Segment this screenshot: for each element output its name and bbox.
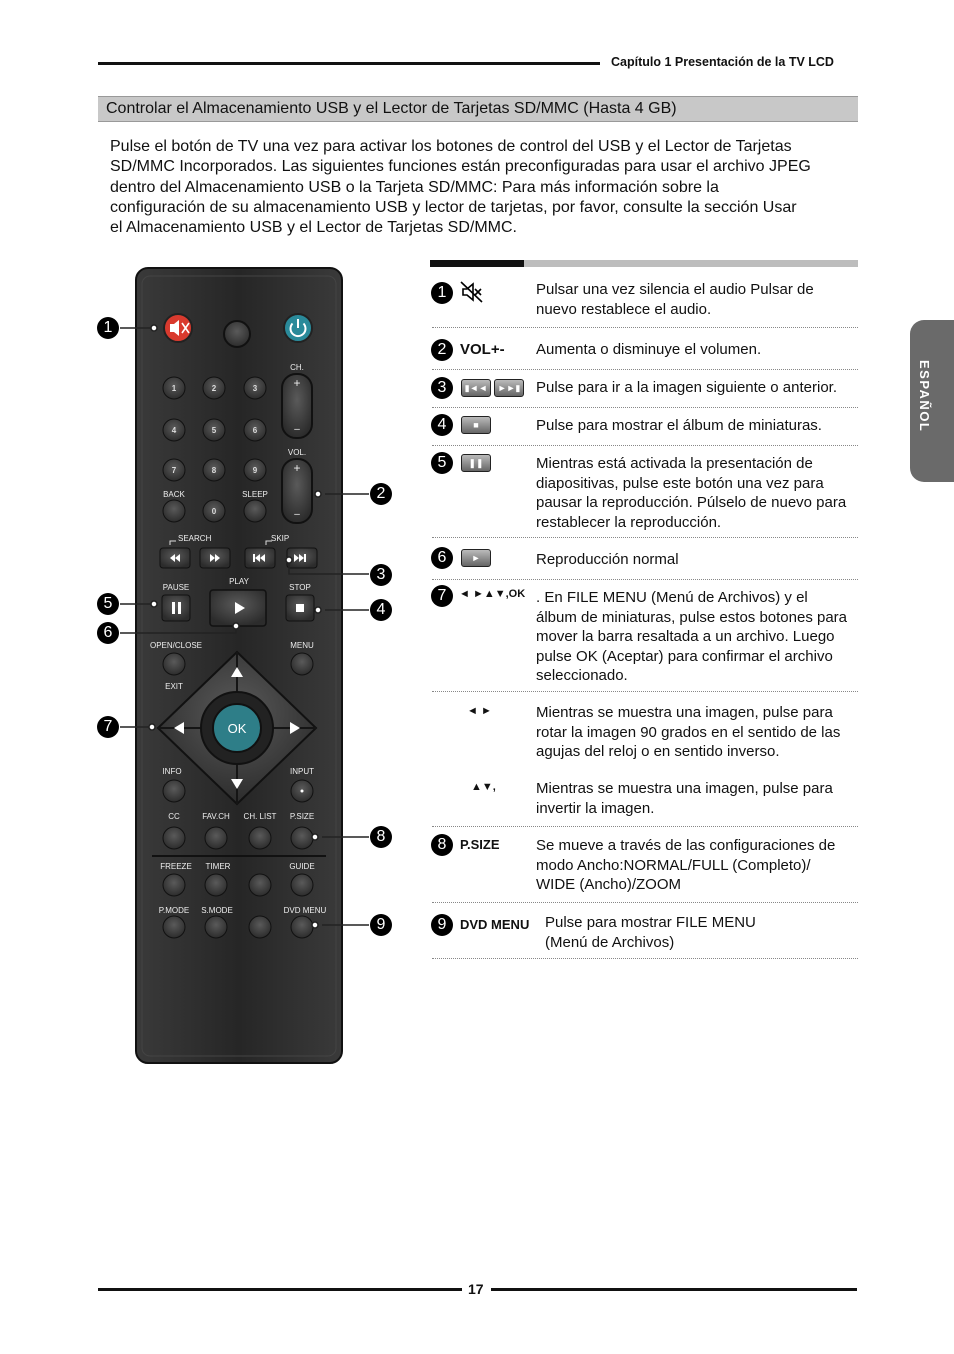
digit-label: 1 bbox=[171, 384, 177, 393]
desc-line: pausar la reproducción. Púlselo de nuevo para bbox=[536, 494, 847, 511]
legend-description bbox=[545, 913, 881, 952]
skip-next-icon: ►►▮ bbox=[494, 379, 524, 397]
sleep-label: SLEEP bbox=[242, 490, 268, 499]
remote-control-illustration bbox=[90, 260, 410, 1070]
row-separator bbox=[432, 445, 858, 446]
row-separator bbox=[432, 958, 858, 959]
input-label: INPUT bbox=[290, 767, 314, 776]
intro-line: SD/MMC Incorporados. Las siguientes funciones están preconfiguradas para usar el archivo JPEG bbox=[110, 158, 811, 176]
row-separator bbox=[432, 826, 858, 827]
back-button[interactable] bbox=[163, 500, 185, 522]
blank-button[interactable] bbox=[249, 916, 271, 938]
desc-line: nuevo restablece el audio. bbox=[536, 300, 712, 318]
legend-description bbox=[536, 378, 872, 398]
stop-label: STOP bbox=[289, 583, 311, 592]
callout-1: 1 bbox=[97, 317, 119, 339]
blank-button[interactable] bbox=[249, 874, 271, 896]
sleep-button[interactable] bbox=[244, 500, 266, 522]
row-separator bbox=[432, 407, 858, 408]
callout-8: 8 bbox=[370, 826, 392, 848]
stop-icon: ■ bbox=[461, 416, 491, 434]
callout-6: 6 bbox=[97, 622, 119, 644]
callout-3: 3 bbox=[370, 564, 392, 586]
skip-label: SKIP bbox=[271, 534, 290, 543]
legend-number: 8 bbox=[431, 834, 453, 856]
desc-line: modo Ancho:NORMAL/FULL (Completo)/ bbox=[536, 856, 811, 874]
header-rule bbox=[98, 62, 600, 65]
row-separator bbox=[432, 537, 858, 538]
desc-line: WIDE (Ancho)/ZOOM bbox=[536, 876, 682, 893]
legend-number: 4 bbox=[431, 414, 453, 436]
callout-2: 2 bbox=[370, 483, 392, 505]
page-number: 17 bbox=[468, 1281, 484, 1297]
intro-line: dentro del Almacenamiento USB o la Tarjeta SD/MMC: Para más información sobre la bbox=[110, 178, 719, 196]
desc-line: invertir la imagen. bbox=[536, 799, 655, 817]
callout-4: 4 bbox=[370, 599, 392, 621]
ch-label: CH. bbox=[290, 363, 304, 372]
ch-list-label: CH. LIST bbox=[243, 812, 277, 821]
ch-list-button[interactable] bbox=[249, 827, 271, 849]
row-separator bbox=[432, 579, 858, 580]
info-button[interactable] bbox=[163, 780, 185, 802]
legend-number: 9 bbox=[431, 914, 453, 936]
legend-description bbox=[536, 550, 872, 570]
row-separator bbox=[432, 369, 858, 370]
desc-line: . En FILE MENU (Menú de Archivos) y el bbox=[536, 589, 808, 606]
vol-label: VOL+- bbox=[460, 341, 505, 358]
search-label: SEARCH bbox=[178, 534, 212, 543]
footer-rule bbox=[98, 1288, 462, 1291]
menu-button[interactable] bbox=[291, 653, 313, 675]
desc-line: Mientras se muestra una imagen, pulse para bbox=[536, 704, 833, 721]
callout-5: 5 bbox=[97, 593, 119, 615]
fav-ch-label: FAV.CH bbox=[202, 812, 230, 821]
intro-paragraph bbox=[110, 137, 870, 238]
desc-line: álbum de miniaturas, pulse estos botones para bbox=[536, 608, 848, 626]
p-mode-label: P.MODE bbox=[158, 906, 190, 915]
arrow-ok-symbols: ◄ ►▲▼,OK bbox=[459, 588, 526, 600]
info-label: INFO bbox=[162, 767, 182, 776]
desc-line: Se mueve a través de las configuraciones de bbox=[536, 837, 836, 854]
tv-button[interactable] bbox=[224, 321, 250, 347]
guide-button[interactable] bbox=[291, 874, 313, 896]
desc-line: (Menú de Archivos) bbox=[545, 933, 675, 951]
vol-plus-label: + bbox=[293, 461, 301, 475]
legend-number: 2 bbox=[431, 339, 453, 361]
digit-label: 5 bbox=[211, 426, 217, 435]
desc-line: Reproducción normal bbox=[536, 551, 679, 568]
intro-line: Pulse el botón de TV una vez para activar los botones de control del USB y el Lector de Tarjetas bbox=[110, 138, 792, 155]
desc-line: Mientras está activada la presentación de bbox=[536, 455, 813, 472]
left-right-symbols: ◄ ► bbox=[467, 705, 492, 717]
dvd-menu-button[interactable] bbox=[291, 916, 313, 938]
desc-line: Pulsar una vez silencia el audio Pulsar de bbox=[536, 281, 814, 298]
row-separator bbox=[432, 691, 858, 692]
fav-ch-button[interactable] bbox=[205, 827, 227, 849]
cc-button[interactable] bbox=[163, 827, 185, 849]
ch-minus-label: – bbox=[294, 424, 300, 435]
s-mode-label: S.MODE bbox=[201, 906, 233, 915]
menu-label: MENU bbox=[290, 641, 314, 650]
skip-prev-icon: ▮◄◄ bbox=[461, 379, 491, 397]
digit-label: 3 bbox=[252, 384, 258, 393]
desc-line: Pulse para mostrar el álbum de miniaturas. bbox=[536, 417, 822, 434]
ok-label: OK bbox=[227, 721, 247, 736]
digit-label: 6 bbox=[252, 426, 258, 435]
p-mode-button[interactable] bbox=[163, 916, 185, 938]
vol-label: VOL. bbox=[287, 448, 307, 457]
p-size-label: P.SIZE bbox=[289, 812, 315, 821]
stop-icon bbox=[296, 604, 304, 612]
desc-line: pulse OK (Aceptar) para confirmar el archivo bbox=[536, 647, 833, 665]
legend-number: 3 bbox=[431, 377, 453, 399]
legend-header-rule bbox=[430, 260, 524, 267]
legend-description bbox=[536, 703, 872, 762]
desc-line: restablecer la reproducción. bbox=[536, 513, 722, 531]
row-separator bbox=[432, 327, 858, 328]
pause-label: PAUSE bbox=[162, 583, 190, 592]
back-label: BACK bbox=[163, 490, 185, 499]
play-label: PLAY bbox=[229, 577, 249, 586]
desc-line: agujas del reloj o en sentido inverso. bbox=[536, 743, 780, 760]
legend-description bbox=[536, 836, 872, 895]
legend-number: 7 bbox=[431, 585, 453, 607]
mute-icon bbox=[460, 280, 484, 304]
legend-description bbox=[536, 588, 872, 686]
guide-label: GUIDE bbox=[289, 862, 315, 871]
timer-button[interactable] bbox=[205, 874, 227, 896]
pause-icon: ❚❚ bbox=[461, 454, 491, 472]
legend-number: 1 bbox=[431, 282, 453, 304]
freeze-button[interactable] bbox=[163, 874, 185, 896]
exit-label: EXIT bbox=[165, 682, 183, 691]
dvd-menu-label: DVD MENU bbox=[283, 906, 327, 915]
desc-line: rotar la imagen 90 grados en el sentido de las bbox=[536, 723, 841, 741]
desc-line: Pulse para mostrar FILE MENU bbox=[545, 914, 756, 931]
p-size-label: P.SIZE bbox=[460, 837, 500, 852]
callout-9: 9 bbox=[370, 914, 392, 936]
desc-line: diapositivas, pulse este botón una vez para bbox=[536, 474, 824, 492]
cc-label: CC bbox=[168, 812, 180, 821]
section-title: Controlar el Almacenamiento USB y el Lector de Tarjetas SD/MMC (Hasta 4 GB) bbox=[106, 100, 677, 117]
legend-number: 5 bbox=[431, 452, 453, 474]
desc-line: seleccionado. bbox=[536, 667, 628, 684]
desc-line: Aumenta o disminuye el volumen. bbox=[536, 341, 762, 358]
desc-line: mover la barra resaltada a un archivo. Luego bbox=[536, 628, 835, 645]
play-icon: ► bbox=[461, 549, 491, 567]
digit-label: 0 bbox=[211, 507, 217, 516]
desc-line: Pulse para ir a la imagen siguiente o anterior. bbox=[536, 379, 838, 396]
desc-line: Mientras se muestra una imagen, pulse para bbox=[536, 780, 833, 797]
digit-label: 9 bbox=[252, 466, 258, 475]
footer-rule bbox=[491, 1288, 857, 1291]
freeze-label: FREEZE bbox=[160, 862, 192, 871]
language-tab-label: ESPAÑOL bbox=[917, 360, 932, 433]
intro-line: el Almacenamiento USB y el Lector de Tarjetas SD/MMC. bbox=[110, 219, 517, 237]
pause-button[interactable] bbox=[162, 595, 190, 621]
digit-label: 2 bbox=[211, 384, 217, 393]
up-down-symbols: ▲▼, bbox=[471, 781, 496, 793]
vol-minus-label: – bbox=[294, 509, 300, 520]
s-mode-button[interactable] bbox=[205, 916, 227, 938]
callout-7: 7 bbox=[97, 716, 119, 738]
legend-description bbox=[536, 454, 872, 532]
legend-number: 6 bbox=[431, 547, 453, 569]
digit-label: 8 bbox=[211, 466, 217, 475]
legend-description bbox=[536, 280, 872, 319]
p-size-button[interactable] bbox=[291, 827, 313, 849]
open-close-label: OPEN/CLOSE bbox=[149, 641, 203, 650]
digit-label: 7 bbox=[171, 466, 177, 475]
intro-line: configuración de su almacenamiento USB y lector de tarjetas, por favor, consulte la sección Usar bbox=[110, 198, 797, 216]
legend-description bbox=[536, 779, 872, 818]
dvd-menu-label: DVD MENU bbox=[460, 917, 530, 932]
legend-description bbox=[536, 340, 872, 360]
ch-plus-label: + bbox=[293, 376, 301, 390]
chapter-title: Capítulo 1 Presentación de la TV LCD bbox=[611, 55, 834, 69]
legend-header-rule bbox=[524, 260, 858, 267]
row-separator bbox=[432, 902, 858, 903]
open-close-button[interactable] bbox=[163, 653, 185, 675]
legend-description bbox=[536, 416, 872, 436]
timer-label: TIMER bbox=[205, 862, 231, 871]
digit-label: 4 bbox=[171, 426, 177, 435]
